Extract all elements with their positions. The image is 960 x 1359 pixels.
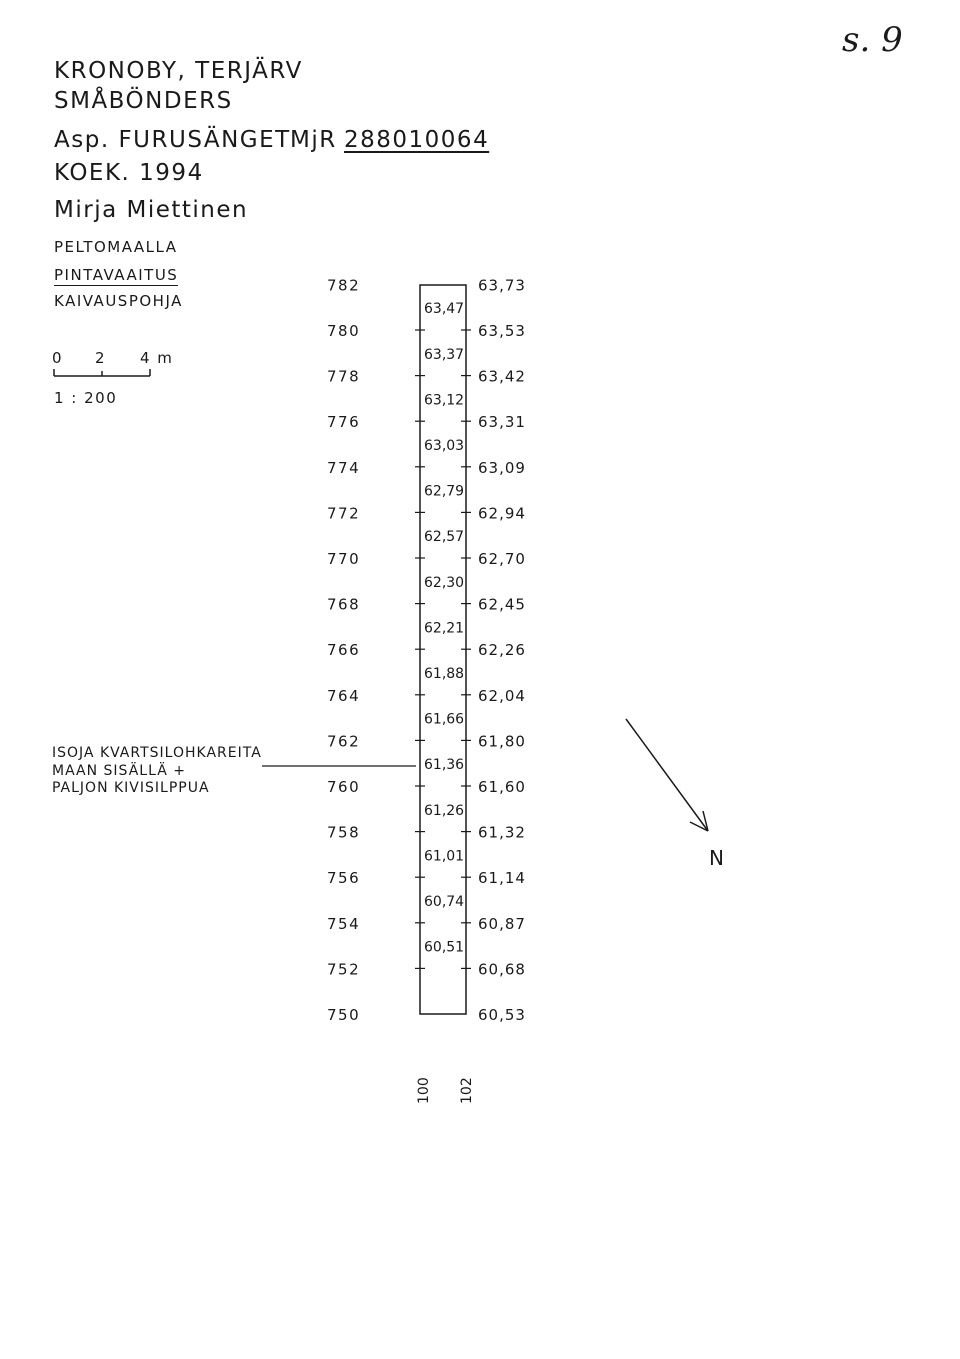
- grid-label-y-778: 778: [327, 367, 361, 386]
- grid-label-y-774: 774: [327, 458, 361, 477]
- elevation-right-2: 63,42: [478, 367, 526, 386]
- elevation-inner-3: 63,03: [424, 438, 465, 454]
- municipality-title: KRONOBY, TERJÄRV: [54, 58, 303, 84]
- elevation-right-16: 60,53: [478, 1006, 526, 1024]
- grid-label-x-102: 102: [459, 1077, 475, 1104]
- legend-field: PELTOMAALLA: [54, 238, 178, 256]
- page-mark: s. 9: [842, 20, 903, 60]
- scale-ratio: 1 : 200: [54, 389, 118, 407]
- grid-label-y-780: 780: [327, 322, 361, 340]
- elevation-inner-4: 62,79: [424, 483, 465, 500]
- elevation-right-12: 61,32: [478, 823, 526, 842]
- area-title: Asp. FURUSÄNGET: [54, 127, 291, 153]
- elevation-inner-0: 63,47: [424, 301, 465, 318]
- annotation-line-1: ISOJA KVARTSILOHKAREITA: [52, 745, 262, 761]
- elevation-inner-10: 61,36: [424, 757, 465, 774]
- elevation-inner-11: 61,26: [424, 802, 465, 819]
- elevation-right-11: 61,60: [478, 778, 526, 796]
- author-name: Mirja Miettinen: [54, 197, 249, 223]
- grid-label-y-766: 766: [327, 641, 361, 660]
- grid-label-y-750: 750: [327, 1006, 361, 1024]
- north-label: N: [709, 846, 724, 870]
- elevation-inner-6: 62,30: [424, 574, 465, 591]
- elevation-inner-13: 60,74: [424, 894, 465, 910]
- scale-bar: [54, 369, 150, 376]
- grid-label-y-762: 762: [327, 732, 361, 751]
- north-arrow: [626, 719, 708, 831]
- elevation-right-1: 63,53: [478, 322, 526, 340]
- elevation-right-10: 61,80: [478, 732, 526, 751]
- mjr-prefix: MjR: [290, 127, 337, 153]
- elevation-inner-1: 63,37: [424, 346, 465, 363]
- site-title: SMÅBÖNDERS: [54, 88, 233, 114]
- mjr-number: 288010064: [344, 127, 490, 153]
- grid-label-y-770: 770: [327, 550, 361, 568]
- elevation-right-14: 60,87: [478, 914, 526, 933]
- grid-label-y-764: 764: [327, 686, 361, 705]
- elevation-right-15: 60,68: [478, 960, 526, 979]
- annotation-line-3: PALJON KIVISILPPUA: [52, 780, 210, 796]
- elevation-right-0: 63,73: [478, 276, 526, 295]
- legend-survey: PINTAVAAITUS: [54, 266, 179, 284]
- elevation-right-3: 63,31: [478, 413, 526, 432]
- elevation-inner-5: 62,57: [424, 529, 465, 546]
- grid-label-x-100: 100: [416, 1077, 432, 1104]
- grid-label-y-758: 758: [327, 823, 361, 842]
- scale-tick-0: 0: [52, 349, 64, 367]
- elevation-right-13: 61,14: [478, 869, 526, 888]
- annotation-line-2: MAAN SISÄLLÄ +: [52, 763, 186, 779]
- elevation-inner-12: 61,01: [424, 848, 465, 865]
- elevation-right-5: 62,94: [478, 504, 526, 523]
- elevation-right-9: 62,04: [478, 686, 526, 705]
- elevation-right-7: 62,45: [478, 595, 526, 614]
- elevation-inner-9: 61,66: [424, 711, 465, 728]
- scale-tick-2: 2: [95, 349, 107, 367]
- grid-label-y-754: 754: [327, 914, 361, 933]
- elevation-inner-8: 61,88: [424, 666, 465, 682]
- grid-label-y-756: 756: [327, 869, 361, 888]
- grid-label-y-782: 782: [327, 276, 361, 295]
- scale-tick-4: 4 m: [140, 349, 174, 367]
- grid-label-y-776: 776: [327, 413, 361, 432]
- elevation-inner-2: 63,12: [424, 392, 465, 409]
- elevation-inner-7: 62,21: [424, 620, 465, 637]
- elevation-inner-14: 60,51: [424, 939, 465, 956]
- excavation-year: KOEK. 1994: [54, 160, 204, 186]
- grid-label-y-760: 760: [327, 778, 361, 796]
- grid-label-y-752: 752: [327, 960, 361, 979]
- grid-label-y-768: 768: [327, 595, 361, 614]
- elevation-right-6: 62,70: [478, 550, 526, 568]
- elevation-right-4: 63,09: [478, 458, 526, 477]
- elevation-right-8: 62,26: [478, 641, 526, 660]
- legend-pit: KAIVAUSPOHJA: [54, 292, 183, 310]
- grid-label-y-772: 772: [327, 504, 361, 523]
